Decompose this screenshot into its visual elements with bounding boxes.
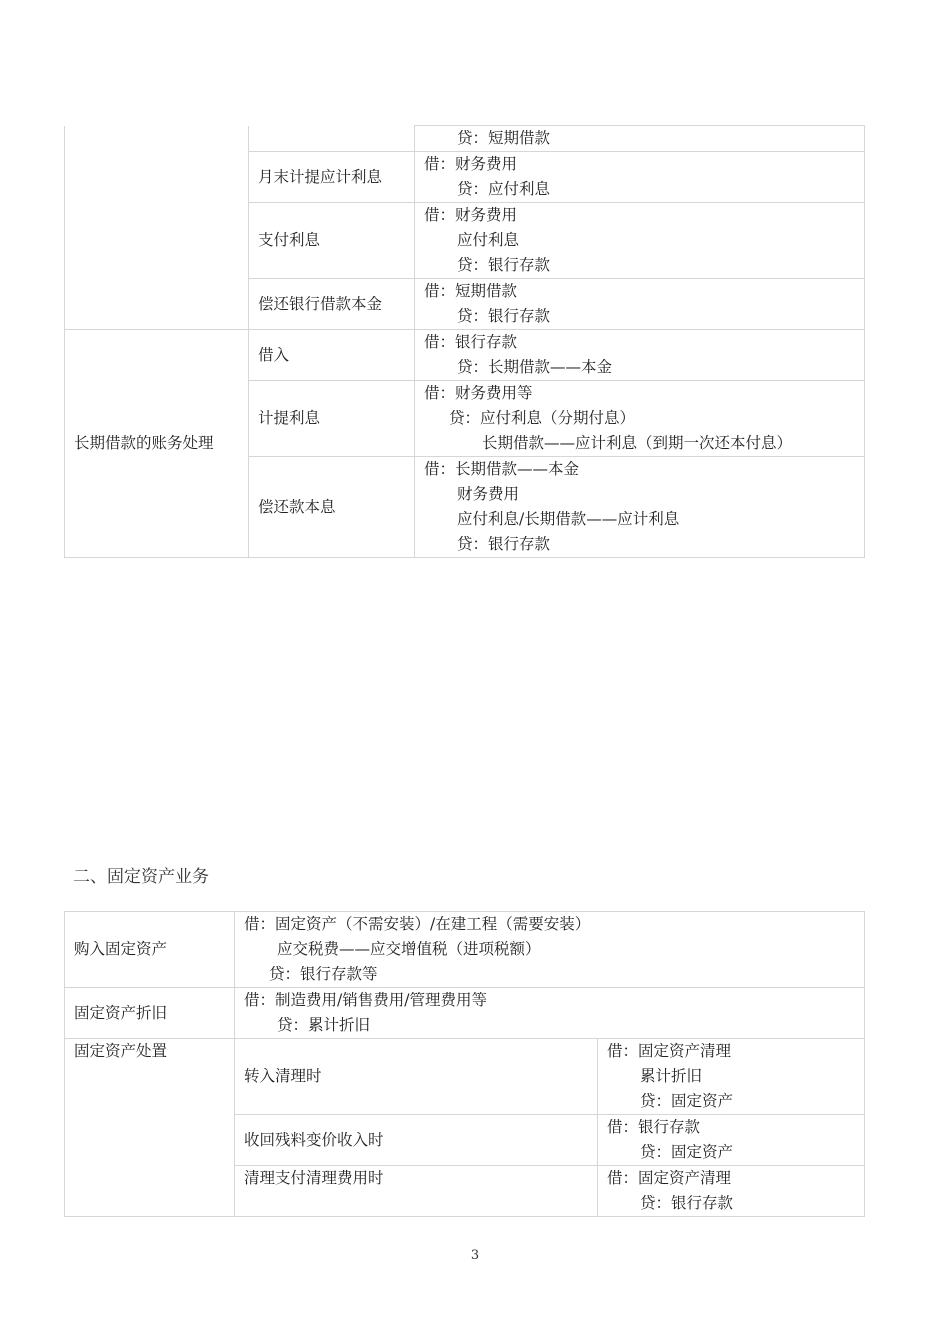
journal-entry [235, 988, 865, 1039]
row-label: 固定资产折旧 [65, 988, 235, 1039]
long-term-category: 长期借款的账务处理 [65, 330, 249, 558]
entry-line: 贷：累计折旧 [277, 1016, 371, 1034]
journal-entry [235, 912, 865, 988]
row-label: 计提利息 [249, 381, 415, 457]
journal-entry [598, 1115, 865, 1166]
row-label: 购入固定资产 [65, 912, 235, 988]
section-title: 二、固定资产业务 [73, 867, 209, 887]
fixed-asset-table [64, 911, 865, 1217]
row-label: 借入 [249, 330, 415, 381]
entry-line: 借：固定资产清理 [607, 1169, 732, 1187]
entry-line: 借：制造费用/销售费用/管理费用等 [244, 991, 487, 1009]
entry-line: 应交税费——应交增值税（进项税额） [277, 940, 541, 958]
entry-line: 贷：银行存款 [457, 535, 551, 553]
entry-line: 借：财务费用等 [424, 384, 533, 402]
journal-entry [415, 279, 865, 330]
journal-entry [415, 457, 865, 558]
entry-line: 长期借款——应计利息（到期一次还本付息） [482, 434, 793, 452]
disposal-category: 固定资产处置 [65, 1039, 235, 1217]
row-label: 支付利息 [249, 203, 415, 279]
entry-line: 贷：银行存款等 [269, 965, 378, 983]
entry-line: 应付利息/长期借款——应计利息 [457, 510, 680, 528]
row-label: 偿还银行借款本金 [249, 279, 415, 330]
journal-entry [415, 203, 865, 279]
entry-line: 财务费用 [457, 485, 520, 503]
short-term-category-cell [65, 126, 249, 330]
entry-line: 贷：应付利息 [457, 180, 551, 198]
entry-line: 借：固定资产清理 [607, 1042, 732, 1060]
entry-line: 贷：短期借款 [457, 129, 551, 147]
journal-entry [598, 1039, 865, 1115]
row-label: 转入清理时 [235, 1039, 598, 1115]
journal-entry [598, 1166, 865, 1217]
entry-line: 贷：固定资产 [640, 1143, 734, 1161]
entry-line: 应付利息 [457, 231, 520, 249]
entry-line: 借：固定资产（不需安装）/在建工程（需要安装） [244, 915, 591, 933]
entry-line: 贷：固定资产 [640, 1092, 734, 1110]
entry-line: 贷：应付利息（分期付息） [449, 409, 636, 427]
entry-line: 贷：长期借款——本金 [457, 358, 613, 376]
entry-line: 贷：银行存款 [457, 307, 551, 325]
entry-line: 借：财务费用 [424, 155, 518, 173]
row-label: 偿还款本息 [249, 457, 415, 558]
row-label: 收回残料变价收入时 [235, 1115, 598, 1166]
journal-entry [415, 381, 865, 457]
entry-line: 借：银行存款 [424, 333, 518, 351]
entry-line: 累计折旧 [640, 1067, 703, 1085]
entry-line: 贷：银行存款 [457, 256, 551, 274]
entry-line: 借：财务费用 [424, 206, 518, 224]
entry-line: 贷：银行存款 [640, 1194, 734, 1212]
journal-entry [415, 152, 865, 203]
journal-entry [415, 330, 865, 381]
row-label: 清理支付清理费用时 [235, 1166, 598, 1217]
entry-line: 借：短期借款 [424, 282, 518, 300]
carry-over-label-cell [249, 126, 415, 152]
carry-over-entry [415, 126, 865, 152]
loan-accounting-table [64, 125, 865, 558]
entry-line: 借：长期借款——本金 [424, 460, 580, 478]
entry-line: 借：银行存款 [607, 1118, 701, 1136]
page-number: 3 [470, 1248, 480, 1263]
row-label: 月末计提应计利息 [249, 152, 415, 203]
